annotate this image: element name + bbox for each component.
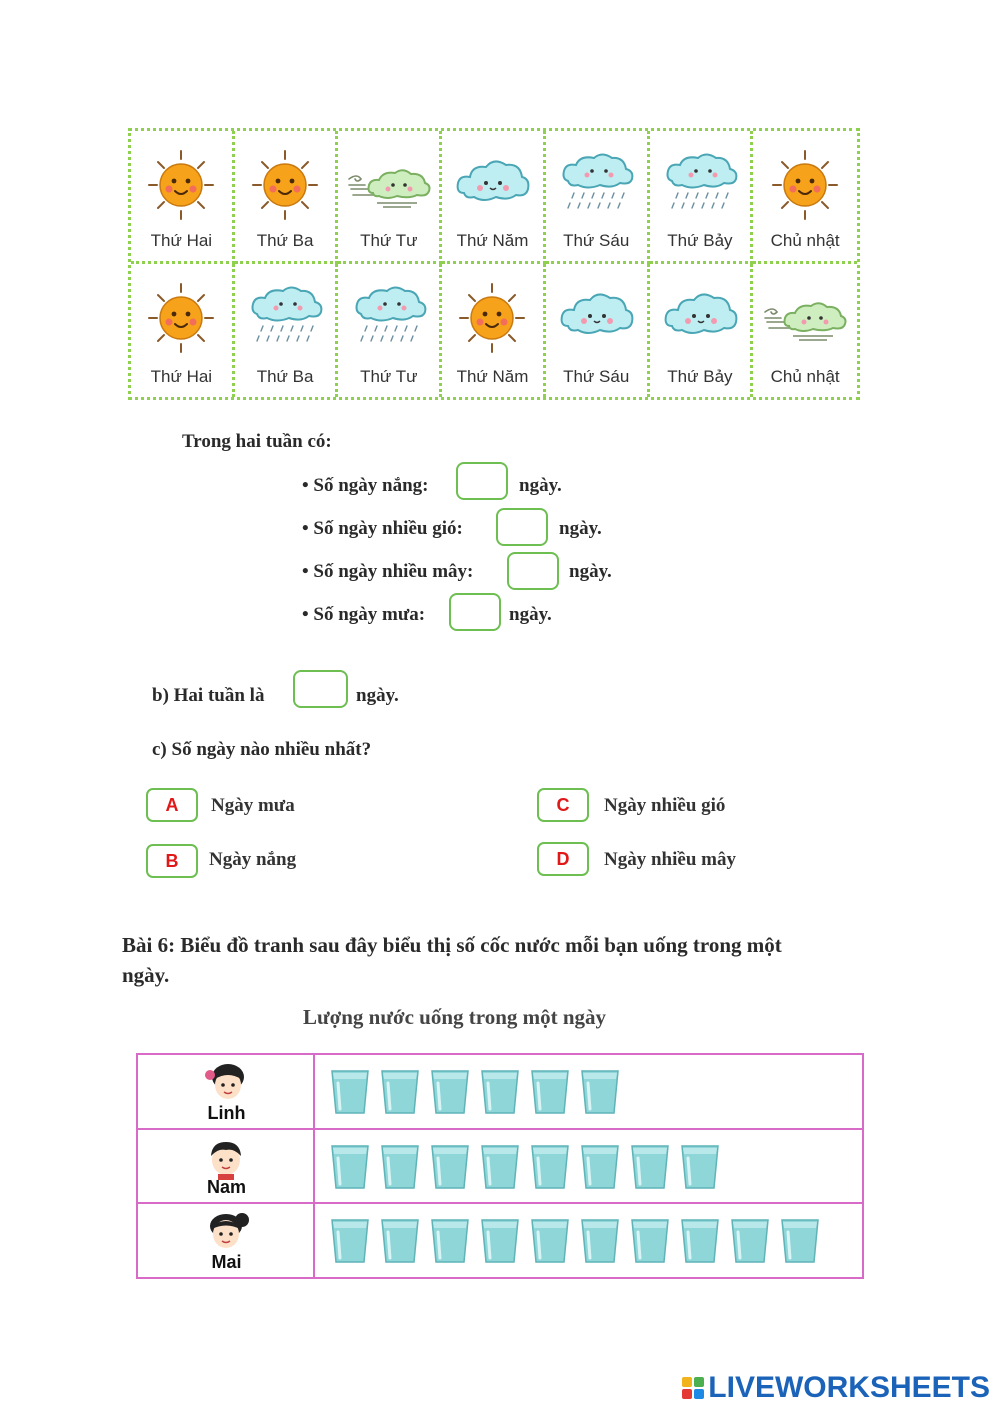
weather-cell <box>442 264 546 397</box>
option-a-text: Ngày mưa <box>211 795 295 816</box>
option-b-button[interactable]: B <box>146 844 198 878</box>
sunny-days-unit: ngày. <box>519 475 562 496</box>
cloudy-days-unit: ngày. <box>569 561 612 582</box>
water-cup-icon <box>730 1218 770 1264</box>
windy-days-unit: ngày. <box>559 518 602 539</box>
water-cup-icon <box>480 1218 520 1264</box>
option-d-text: Ngày nhiều mây <box>604 849 736 870</box>
graph-row <box>138 1204 862 1277</box>
water-cup-icon <box>480 1144 520 1190</box>
cloud-icon <box>450 149 534 221</box>
water-cup-icon <box>330 1218 370 1264</box>
water-cup-icon <box>330 1069 370 1115</box>
child-name: Linh <box>207 1103 246 1123</box>
weather-day-label: Thứ Ba <box>256 367 314 386</box>
water-cup-icon <box>430 1144 470 1190</box>
logo-mark-icon <box>682 1377 704 1399</box>
weather-cell <box>338 131 442 264</box>
sunny-days-answer-box[interactable] <box>456 462 508 500</box>
water-cup-icon <box>480 1069 520 1115</box>
option-a-button[interactable]: A <box>146 788 198 822</box>
weather-day-label: Chủ nhật <box>770 231 840 250</box>
weather-day-label: Chủ nhật <box>770 367 840 386</box>
question-b-unit: ngày. <box>356 685 399 706</box>
water-cup-icon <box>580 1144 620 1190</box>
sun-icon <box>450 282 534 354</box>
water-cup-icon <box>630 1144 670 1190</box>
cloudy-days-label: • Số ngày nhiều mây: <box>302 561 474 582</box>
water-cup-icon <box>780 1218 820 1264</box>
weather-cell <box>442 131 546 264</box>
weather-day-label: Thứ Bảy <box>667 367 733 386</box>
option-b-text: Ngày nắng <box>209 849 297 870</box>
picture-graph <box>136 1053 864 1279</box>
logo-text: LIVEWORKSHEETS <box>708 1371 990 1404</box>
rainy-days-unit: ngày. <box>509 604 552 625</box>
graph-name-cell <box>138 1055 315 1128</box>
water-cup-icon <box>580 1218 620 1264</box>
sun-icon <box>139 149 223 221</box>
water-cup-icon <box>430 1218 470 1264</box>
child-name: Mai <box>211 1252 242 1272</box>
cloud-icon <box>554 282 638 354</box>
rain-cloud-icon <box>347 282 431 354</box>
weather-day-label: Thứ Tư <box>360 367 418 386</box>
liveworksheets-logo <box>682 1371 990 1405</box>
water-cup-icon <box>680 1218 720 1264</box>
question-c-prompt: c) Số ngày nào nhiều nhất? <box>152 739 372 760</box>
weather-cell <box>753 131 857 264</box>
water-cup-icon <box>530 1218 570 1264</box>
graph-row <box>138 1055 862 1130</box>
weather-cell <box>546 264 650 397</box>
windy-days-label: • Số ngày nhiều gió: <box>302 518 463 539</box>
rainy-days-label: • Số ngày mưa: <box>302 604 426 625</box>
bai6-heading-line2: ngày. <box>122 963 170 987</box>
weather-day-label: Thứ Bảy <box>667 231 733 250</box>
weather-day-label: Thứ Hai <box>150 367 213 386</box>
cloudy-days-answer-box[interactable] <box>507 552 559 590</box>
weather-day-label: Thứ Sáu <box>563 231 630 250</box>
weather-cell <box>131 264 235 397</box>
weather-cell <box>650 264 754 397</box>
option-c-text: Ngày nhiều gió <box>604 795 726 816</box>
child-name: Nam <box>206 1177 246 1197</box>
weather-cell <box>753 264 857 397</box>
sun-icon <box>763 149 847 221</box>
question-a-intro: Trong hai tuần có: <box>182 431 332 452</box>
rainy-days-answer-box[interactable] <box>449 593 501 631</box>
water-cup-icon <box>430 1069 470 1115</box>
weather-cell <box>235 264 339 397</box>
graph-name-cell <box>138 1130 315 1202</box>
rain-cloud-icon <box>243 282 327 354</box>
weather-cell <box>235 131 339 264</box>
two-weeks-answer-box[interactable] <box>293 670 348 708</box>
weather-table <box>128 128 860 400</box>
rain-cloud-icon <box>554 149 638 221</box>
windy-days-answer-box[interactable] <box>496 508 548 546</box>
question-b-prefix: b) Hai tuần là <box>152 685 265 706</box>
weather-cell <box>131 131 235 264</box>
weather-cell <box>650 131 754 264</box>
weather-cell <box>546 131 650 264</box>
water-cup-icon <box>330 1144 370 1190</box>
weather-cell <box>338 264 442 397</box>
graph-row <box>138 1130 862 1204</box>
water-cup-icon <box>630 1218 670 1264</box>
sun-icon <box>243 149 327 221</box>
water-cup-icon <box>530 1069 570 1115</box>
weather-day-label: Thứ Sáu <box>563 367 630 386</box>
child-avatar-icon <box>198 1210 254 1254</box>
sunny-days-label: • Số ngày nắng: <box>302 475 429 496</box>
option-d-button[interactable]: D <box>537 842 589 876</box>
child-avatar-icon <box>198 1061 254 1105</box>
bai6-heading-line1: Bài 6: Biểu đồ tranh sau đây biểu thị số cốc nước mỗi bạn uống trong một <box>122 933 782 957</box>
water-cup-icon <box>680 1144 720 1190</box>
weather-day-label: Thứ Hai <box>150 231 213 250</box>
child-avatar-icon <box>198 1136 254 1180</box>
windy-cloud-icon <box>347 149 431 221</box>
weather-day-label: Thứ Tư <box>360 231 418 250</box>
option-c-button[interactable]: C <box>537 788 589 822</box>
water-cup-icon <box>380 1144 420 1190</box>
water-cup-icon <box>530 1144 570 1190</box>
sun-icon <box>139 282 223 354</box>
water-cup-icon <box>380 1218 420 1264</box>
weather-day-label: Thứ Năm <box>456 367 529 386</box>
cloud-icon <box>658 282 742 354</box>
water-cup-icon <box>580 1069 620 1115</box>
rain-cloud-icon <box>658 149 742 221</box>
graph-name-cell <box>138 1204 315 1277</box>
weather-day-label: Thứ Năm <box>456 231 529 250</box>
graph-title: Lượng nước uống trong một ngày <box>303 1005 607 1029</box>
water-cup-icon <box>380 1069 420 1115</box>
weather-day-label: Thứ Ba <box>256 231 314 250</box>
windy-cloud-icon <box>763 282 847 354</box>
